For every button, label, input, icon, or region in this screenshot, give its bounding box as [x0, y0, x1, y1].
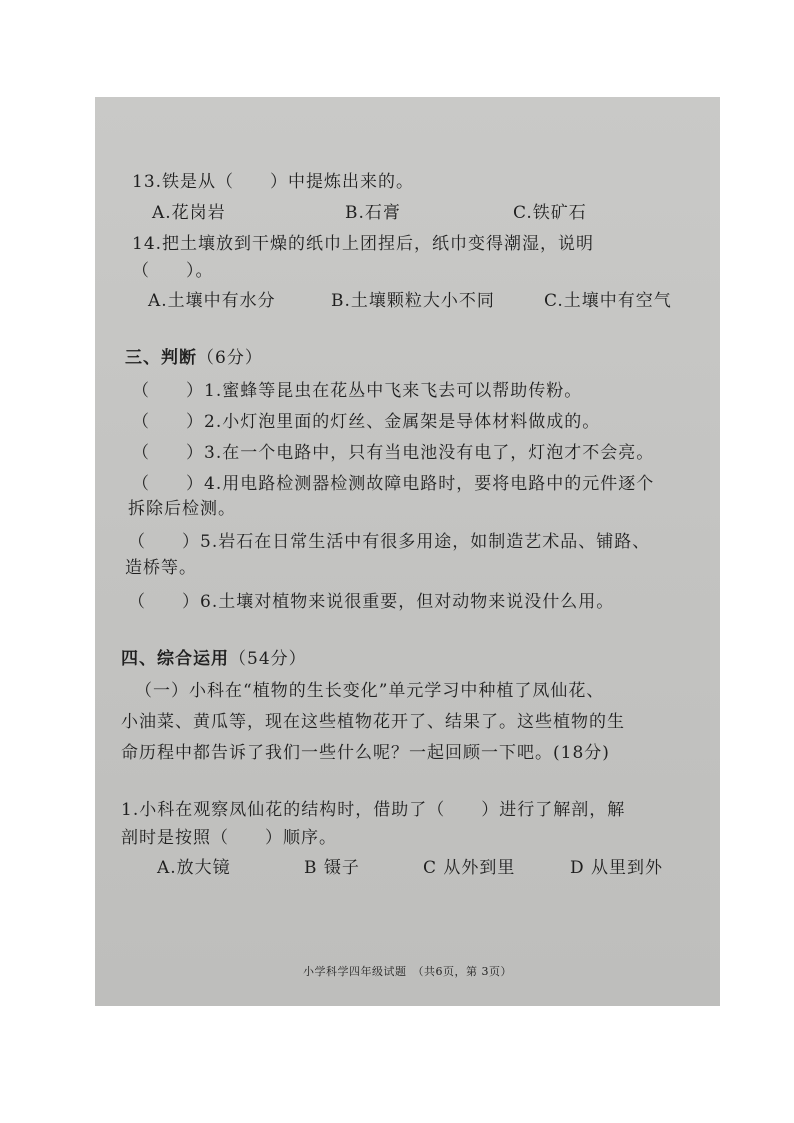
option-b: B 镊子 — [304, 858, 360, 878]
option-c: C 从外到里 — [423, 858, 516, 878]
judgement-item-4: （ ）4.用电路检测器检测故障电路时，要将电路中的元件逐个 — [132, 474, 655, 494]
option-c: C.土壤中有空气 — [544, 291, 672, 311]
section-4-intro-line2: 小油菜、黄瓜等，现在这些植物花开了、结果了。这些植物的生 — [121, 712, 625, 732]
option-b: B.土壤颗粒大小不同 — [331, 291, 495, 311]
judgement-item-4-cont: 拆除后检测。 — [128, 499, 236, 519]
section-4-q1-stem-line1: 1.小科在观察凤仙花的结构时，借助了（ ）进行了解剖，解 — [121, 800, 626, 820]
section-3-title: 三、判断 — [125, 348, 197, 368]
section-4-points: （54分） — [229, 649, 307, 669]
judgement-item-2: （ ）2.小灯泡里面的灯丝、金属架是导体材料做成的。 — [132, 412, 601, 432]
exam-page — [95, 97, 720, 1006]
judgement-item-5-cont: 造桥等。 — [125, 558, 197, 578]
judgement-item-1: （ ）1.蜜蜂等昆虫在花丛中飞来飞去可以帮助传粉。 — [132, 381, 583, 401]
section-4-intro-line1: （一）小科在“植物的生长变化”单元学习中种植了凤仙花、 — [135, 681, 605, 701]
option-c: C.铁矿石 — [513, 203, 587, 223]
section-4-heading — [121, 644, 307, 669]
section-3-heading — [125, 343, 263, 368]
option-a: A.花岗岩 — [152, 203, 226, 223]
page-footer: 小学科学四年级试题 （共6页，第 3页） — [303, 965, 512, 978]
option-d: D 从里到外 — [570, 858, 664, 878]
option-b: B.石膏 — [345, 203, 401, 223]
judgement-item-3: （ ）3.在一个电路中，只有当电池没有电了，灯泡才不会亮。 — [132, 443, 655, 463]
question-14-stem-line2: （ ）。 — [132, 261, 214, 281]
section-4-intro-line3: 命历程中都告诉了我们一些什么呢？一起回顾一下吧。(18分) — [121, 743, 610, 763]
question-14-stem-line1: 14.把土壤放到干燥的纸巾上团捏后，纸巾变得潮湿，说明 — [132, 234, 595, 254]
question-13-stem: 13.铁是从（ ）中提炼出来的。 — [132, 172, 415, 192]
section-4-title: 四、综合运用 — [121, 649, 229, 669]
judgement-item-6: （ ）6.土壤对植物来说很重要，但对动物来说没什么用。 — [128, 592, 615, 612]
option-a: A.放大镜 — [157, 858, 231, 878]
section-4-q1-stem-line2: 剖时是按照（ ）顺序。 — [121, 828, 337, 848]
option-a: A.土壤中有水分 — [148, 291, 276, 311]
judgement-item-5: （ ）5.岩石在日常生活中有很多用途，如制造艺术品、铺路、 — [128, 532, 651, 552]
section-3-points: （6分） — [197, 348, 263, 368]
